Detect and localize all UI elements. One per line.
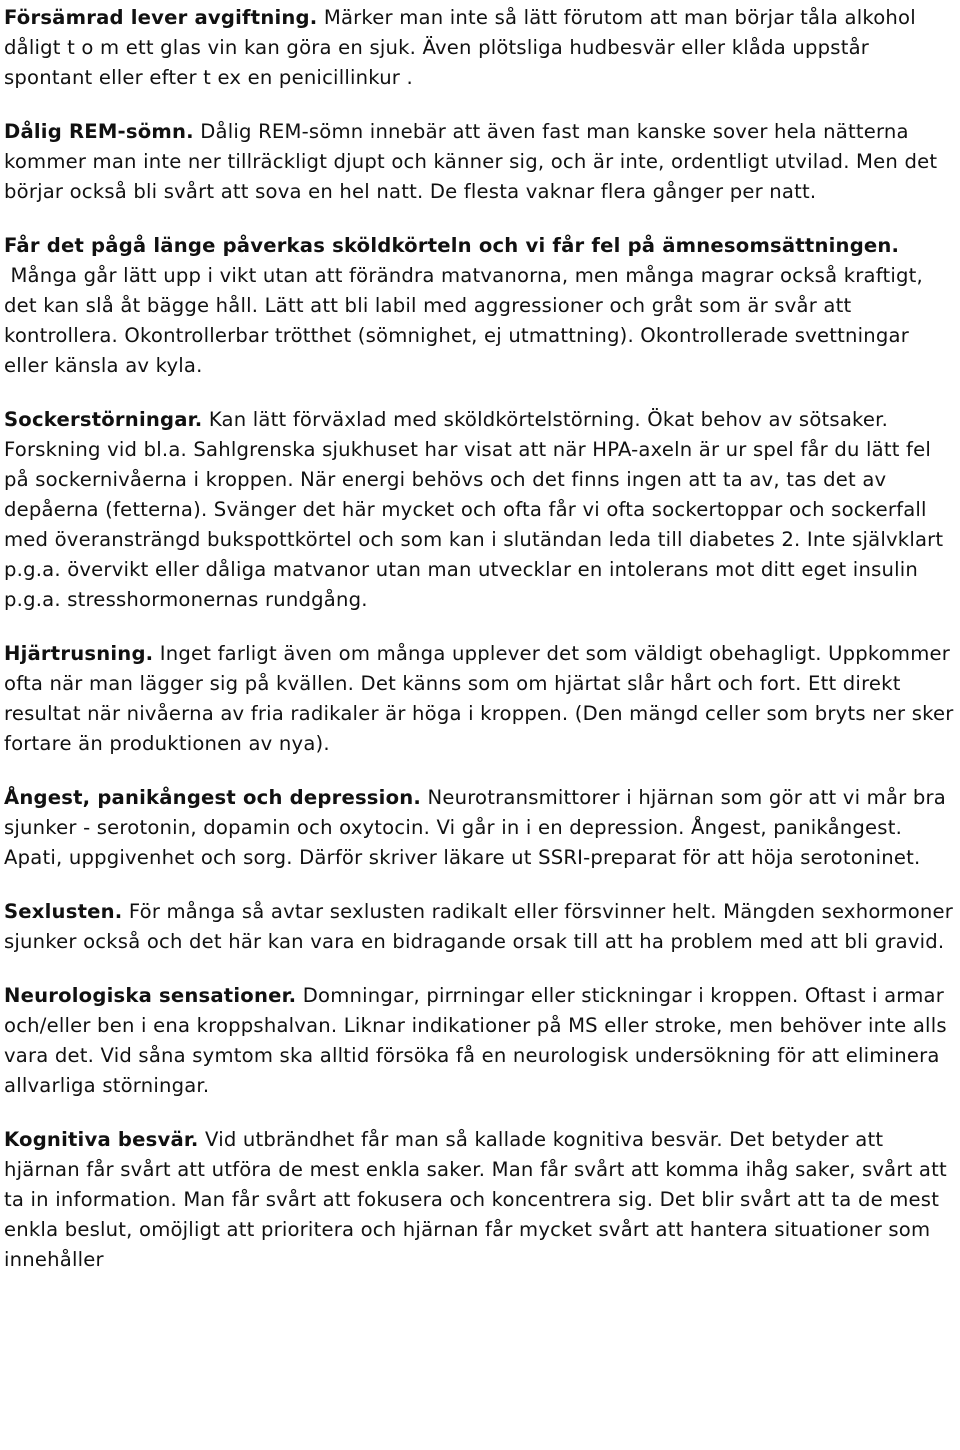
heading-liver-detox: Försämrad lever avgiftning. <box>4 6 318 29</box>
body-liver-detox: Märker man inte så lätt förutom att man börjar tåla alkohol dåligt t o m ett glas vin kan göra en sjuk. Även plötsliga hudbesvär eller klåda uppstår spontant eller efter t ex en penicillinkur . <box>4 6 916 89</box>
heading-neurological: Neurologiska sensationer. <box>4 984 297 1007</box>
paragraph-sugar-disorders <box>4 405 956 615</box>
body-sugar-disorders: Kan lätt förväxlad med sköldkörtelstörning. Ökat behov av sötsaker. Forskning vid bl.a. Sahlgrenska sjukhuset har visat att när HPA-axeln är ur spel får du lätt fel på sockernivåerna i kroppen. När energi behövs och det finns ingen att ta av, tas det av depåerna (fetterna). Svänger det här mycket och ofta får vi ofta sockertoppar och sockerfall med överansträngd bukspottkörtel och som kan i slutändan leda till diabetes 2. Inte självklart p.g.a. övervikt eller dåliga matvanor utan man utvecklar en intolerans mot ditt eget insulin p.g.a. stresshormonernas rundgång. <box>4 408 944 611</box>
body-anxiety-depression: Neurotransmittorer i hjärnan som gör att vi mår bra sjunker - serotonin, dopamin och oxytocin. Vi går in i en depression. Ångest, panikångest. Apati, uppgivenhet och sorg. Därför skriver läkare ut SSRI-preparat för att höja serotoninet. <box>4 786 946 869</box>
body-thyroid: Många går lätt upp i vikt utan att förändra matvanorna, men många magrar också kraftigt, det kan slå åt bägge håll. Lätt att bli labil med aggressioner och gråt som är svår att kontrollera. Okontrollerbar trötthet (sömnighet, ej utmattning). Okontrollerade svettningar eller känsla av kyla. <box>4 264 923 377</box>
paragraph-neurological <box>4 981 956 1101</box>
body-heart-racing: Inget farligt även om många upplever det som väldigt obehagligt. Uppkommer ofta när man lägger sig på kvällen. Det känns som om hjärtat slår hårt och fort. Ett direkt resultat när nivåerna av fria radikaler är höga i kroppen. (Den mängd celler som bryts ner sker fortare än produktionen av nya). <box>4 642 954 755</box>
heading-sugar-disorders: Sockerstörningar. <box>4 408 203 431</box>
body-rem-sleep: Dålig REM-sömn innebär att även fast man kanske sover hela nätterna kommer man inte ner tillräckligt djupt och känner sig, och är inte, ordentligt utvilad. Men det börjar också bli svårt att sova en hel natt. De flesta vaknar flera gånger per natt. <box>4 120 938 203</box>
paragraph-libido <box>4 897 956 957</box>
heading-thyroid: Får det pågå länge påverkas sköldkörteln och vi får fel på ämnesomsättningen. <box>4 234 900 257</box>
heading-anxiety-depression: Ångest, panikångest och depression. <box>4 786 422 809</box>
heading-libido: Sexlusten. <box>4 900 123 923</box>
paragraph-liver-detox <box>4 3 956 93</box>
paragraph-heart-racing <box>4 639 956 759</box>
paragraph-cognitive <box>4 1125 956 1275</box>
document-body <box>4 3 956 1299</box>
heading-rem-sleep: Dålig REM-sömn. <box>4 120 194 143</box>
heading-cognitive: Kognitiva besvär. <box>4 1128 199 1151</box>
body-neurological: Domningar, pirrningar eller stickningar i kroppen. Oftast i armar och/eller ben i ena kroppshalvan. Liknar indikationer på MS eller stroke, men behöver inte alls vara det. Vid såna symtom ska alltid försöka få en neurologisk undersökning för att eliminera allvarliga störningar. <box>4 984 947 1097</box>
body-libido: För många så avtar sexlusten radikalt eller försvinner helt. Mängden sexhormoner sjunker också och det här kan vara en bidragande orsak till att ha problem med att bli gravid. <box>4 900 954 953</box>
paragraph-rem-sleep <box>4 117 956 207</box>
heading-heart-racing: Hjärtrusning. <box>4 642 154 665</box>
paragraph-anxiety-depression <box>4 783 956 873</box>
body-cognitive: Vid utbrändhet får man så kallade kognitiva besvär. Det betyder att hjärnan får svårt att utföra de mest enkla saker. Man får svårt att komma ihåg saker, svårt att ta in information. Man får svårt att fokusera och koncentrera sig. Det blir svårt att ta de mest enkla beslut, omöjligt att prioritera och hjärnan får mycket svårt att hantera situationer som innehåller <box>4 1128 947 1271</box>
paragraph-thyroid <box>4 231 956 381</box>
